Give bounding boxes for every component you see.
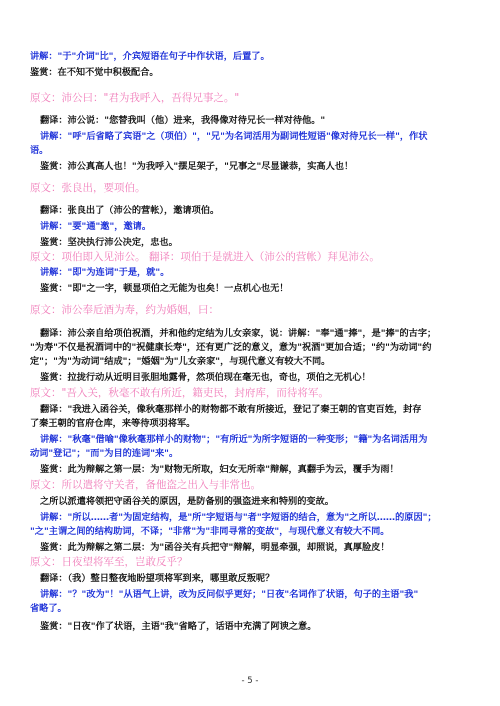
text-line: 之所以派遣将领把守函谷关的原因，是防备别的强盗进来和特别的变故。 (40, 496, 334, 507)
text-line: 了秦王朝的官府仓库，来等待项羽将军。 (30, 418, 196, 429)
text-line: 原文：张良出，要项伯。 (30, 182, 146, 194)
text-line: 讲解："即"为连词"于是，就"。 (40, 267, 170, 278)
text-line: 定"；"为"为动词"结成"；"婚姻"为"儿女亲家"，与现代意义有较大不同。 (30, 356, 331, 367)
text-line: 鉴赏：此为辩解之第二层：为"函谷关有兵把守"辩解，明显牵强，却照说，真厚脸皮！ (40, 542, 390, 553)
text-line: 讲解："呼"后省略了宾语"之（项伯）"，"兄"为名词活用为副词性短语"像对待兄长一样"，作状 (40, 131, 428, 142)
text-line: 原文："吾入关，秋毫不敢有所近，籍吏民，封府库，而待将军。 (30, 387, 329, 399)
text-line: 鉴赏：沛公真高人也！"为我呼入"摆足架子，"兄事之"尽显谦恭，实高人也！ (40, 161, 354, 172)
text-line: 鉴赏："即"之一字，顿显项伯之无能为也矣！一点机心也无！ (40, 283, 289, 294)
text-line: 原文：日夜望将军至，岂敢反乎？ (30, 556, 188, 568)
page-number: - 5 - (241, 676, 259, 686)
text-line: 讲解："所以……者"为固定结构，是"所"字短语与"者"字短语的结合，意为"之所以……的原因"； (40, 512, 437, 523)
text-line: 翻译：（我）整日整夜地盼望项将军到来，哪里敢反叛呢？ (40, 573, 275, 584)
text-line: 翻译：张良出了（沛公的营帐），邀请项伯。 (40, 205, 220, 216)
text-line: 原文：沛公奉卮酒为寿，约为婚姻，曰： (30, 304, 219, 316)
text-line: 鉴赏："日夜"作了状语，主语"我"省略了，话语中充满了阿谀之意。 (40, 621, 317, 632)
text-line: 讲解："于"介词"比"，介宾短语在句子中作状语，后置了。 (30, 51, 270, 62)
text-line: 省略了。 (30, 603, 67, 614)
text-line: 动词"登记"；"而"为目的连词"来"。 (30, 448, 179, 459)
text-line: 原文：沛公曰："君为我呼入，吾得兄事之。" (30, 92, 240, 104)
text-line: 原文：所以遣将守关者，备他盗之出入与非常也。 (30, 479, 261, 491)
text-line: 鉴赏：此为辩解之第一层：为"财物无所取，妇女无所幸"辩解，真翻手为云，覆手为雨！ (40, 464, 399, 475)
text-line: 讲解："？"改为"！"从语气上讲，改为反问似乎更好；"日夜"名词作了状语，句子的主语"我" (40, 589, 419, 600)
text-line: 讲解："秋毫"借喻"像秋毫那样小的财物"；"有所近"为所字短语的一种变形；"籍"为名词活用为 (40, 434, 428, 445)
text-line: 翻译：沛公说："您替我叫（他）进来，我得像对待兄长一样对待他。" (40, 115, 326, 126)
text-line: 讲解："要"通"邀"，邀请。 (40, 221, 152, 232)
text-line: "为寿"不仅是祝酒词中的"祝健康长寿"，还有更广泛的意义，意为"祝酒"更加合适；"约"为动词"约 (30, 342, 432, 353)
text-line: 鉴赏：在不知不觉中积极配合。 (30, 67, 159, 78)
text-line: 原文：项伯即入见沛公。 翻译：项伯于是就进入（沛公的营帐）拜见沛公。 (30, 251, 380, 263)
text-line: 翻译："我进入函谷关，像秋毫那样小的财物都不敢有所接近，登记了秦王朝的官吏百姓，封存 (40, 404, 422, 415)
text-line: "之"主谓之间的结构助词，不译；"非常"为"非同寻常的变故"，与现代意义有较大不同。 (30, 526, 390, 537)
text-line: 鉴赏：拉拢行动从近明目张胆地露骨，然项伯现在毫无也，奇也，项伯之无机心！ (40, 372, 371, 383)
text-line: 鉴赏：坚决执行沛公决定，忠也。 (40, 237, 178, 248)
text-line: 翻译：沛公亲自给项伯祝酒，并和他约定结为儿女亲家，说：讲解："奉"通"捧"，是"捧"的古字； (40, 328, 437, 339)
text-line: 语。 (30, 145, 49, 156)
